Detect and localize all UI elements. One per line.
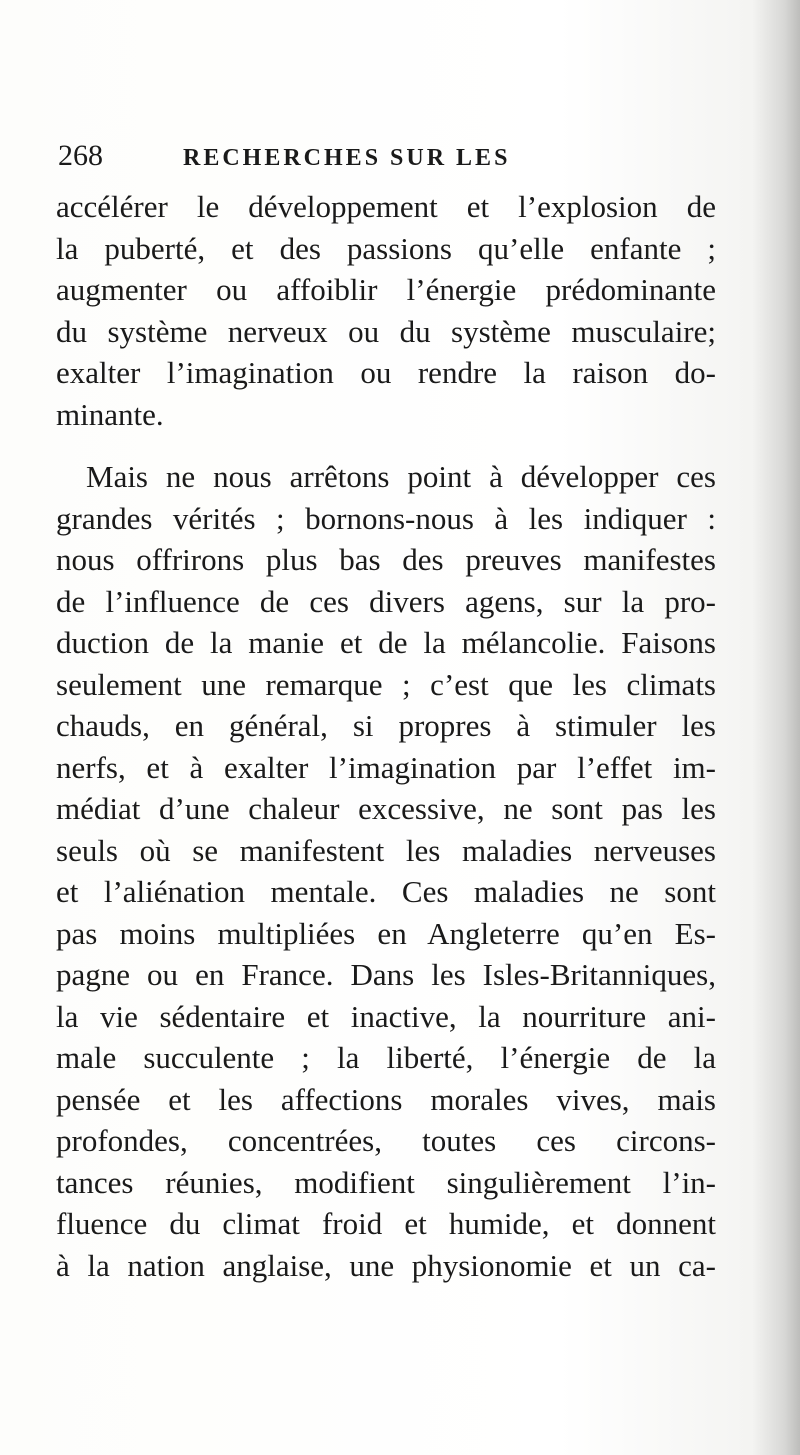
body-text xyxy=(56,186,716,1286)
text-line: Mais ne nous arrêtons point à développer ces xyxy=(86,459,716,494)
text-line: du système nerveux ou du système musculaire; xyxy=(56,313,716,349)
text-line: médiat d’une chaleur excessive, ne sont pas les xyxy=(56,791,716,826)
text-line: accélérer le développement et l’explosion de xyxy=(56,189,716,224)
text-line: seuls où se manifestent les maladies nerveuses xyxy=(56,832,716,868)
text-line: grandes vérités ; bornons-nous à les indiquer : xyxy=(56,500,716,536)
text-line: nous offrirons plus bas des preuves manifestes xyxy=(56,542,716,577)
text-line: tances réunies, modifient singulièrement l’in- xyxy=(56,1164,716,1200)
text-line: exalter l’imagination ou rendre la raison do- xyxy=(56,355,716,390)
text-line: seulement une remarque ; c’est que les climats xyxy=(56,666,716,702)
text-line: de l’influence de ces divers agens, sur la pro- xyxy=(56,583,716,619)
running-title: RECHERCHES SUR LES xyxy=(183,145,511,171)
text-line: pagne ou en France. Dans les Isles-Britanniques, xyxy=(56,957,716,992)
text-line: duction de la manie et de la mélancolie. Faisons xyxy=(56,625,716,660)
text-line: minante. xyxy=(56,396,164,432)
page-number: 268 xyxy=(58,139,103,172)
running-head xyxy=(58,136,658,176)
paragraph-1 xyxy=(56,186,716,435)
text-line: la vie sédentaire et inactive, la nourriture ani- xyxy=(56,998,716,1034)
paragraph-2 xyxy=(56,456,716,1286)
text-line: nerfs, et à exalter l’imagination par l’effet im- xyxy=(56,749,716,785)
text-line: pas moins multipliées en Angleterre qu’en Es- xyxy=(56,915,716,951)
text-line: à la nation anglaise, une physionomie et un ca- xyxy=(56,1247,716,1283)
text-line: et l’aliénation mentale. Ces maladies ne sont xyxy=(56,874,716,909)
text-line: la puberté, et des passions qu’elle enfante ; xyxy=(56,230,716,266)
text-line: chauds, en général, si propres à stimuler les xyxy=(56,708,716,743)
text-line: pensée et les affections morales vives, mais xyxy=(56,1081,716,1117)
text-line: augmenter ou affoiblir l’énergie prédominante xyxy=(56,272,716,307)
text-line: fluence du climat froid et humide, et donnent xyxy=(56,1206,716,1241)
text-line: profondes, concentrées, toutes ces circons- xyxy=(56,1123,716,1158)
text-line: male succulente ; la liberté, l’énergie de la xyxy=(56,1040,716,1075)
